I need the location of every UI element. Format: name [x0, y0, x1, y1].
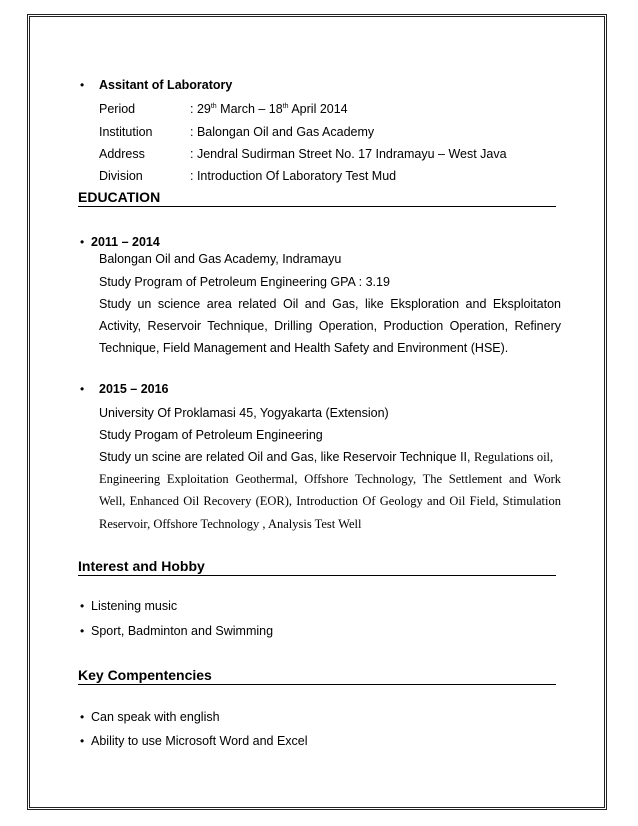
bullet: •: [80, 382, 85, 396]
education-line: Study Progam of Petroleum Engineering: [99, 428, 323, 442]
education-line: Study un scine are related Oil and Gas, like Reservoir Technique II, Regulations oil,: [99, 450, 554, 464]
education-heading: EDUCATION: [78, 190, 556, 207]
competencies-heading: Key Compentencies: [78, 668, 556, 685]
address-value: : Jendral Sudirman Street No. 17 Indramayu – West Java: [190, 147, 507, 161]
bullet: •: [80, 599, 85, 613]
bullet: •: [80, 624, 85, 638]
interest-item: Listening music: [91, 599, 178, 613]
education-years: 2015 – 2016: [99, 382, 169, 396]
education-line: Engineering Exploitation Geothermal, Offshore Technology, The Settlement and Work: [99, 472, 561, 486]
education-line: Technique, Field Management and Health Safety and Environment (HSE).: [99, 341, 509, 355]
education-line: Balongan Oil and Gas Academy, Indramayu: [99, 252, 342, 266]
education-line: Activity, Reservoir Technique, Drilling Operation, Production Operation, Refinery: [99, 319, 561, 333]
education-years: 2011 – 2014: [91, 235, 160, 249]
competency-item: Ability to use Microsoft Word and Excel: [91, 734, 308, 748]
interest-heading: Interest and Hobby: [78, 559, 556, 576]
bullet: •: [80, 710, 85, 724]
bullet: •: [80, 235, 85, 249]
bullet: •: [80, 734, 85, 748]
education-line: Well, Enhanced Oil Recovery (EOR), Introduction Of Geology and Oil Field, Stimulation: [99, 494, 561, 508]
education-line: Reservoir, Offshore Technology , Analysis Test Well: [99, 517, 362, 531]
competency-item: Can speak with english: [91, 710, 220, 724]
experience-title: Assitant of Laboratory: [99, 78, 233, 92]
division-value: : Introduction Of Laboratory Test Mud: [190, 169, 397, 183]
bullet: •: [80, 78, 85, 92]
education-line: Study Program of Petroleum Engineering GPA : 3.19: [99, 275, 390, 289]
institution-value: : Balongan Oil and Gas Academy: [190, 125, 375, 139]
period-value: : 29th March – 18th April 2014: [190, 102, 348, 116]
division-label: Division: [99, 169, 143, 183]
interest-item: Sport, Badminton and Swimming: [91, 624, 274, 638]
address-label: Address: [99, 147, 145, 161]
education-line: Study un science area related Oil and Gas, like Eksploration and Eksploitaton: [99, 297, 561, 311]
period-label: Period: [99, 102, 136, 116]
institution-label: Institution: [99, 125, 153, 139]
education-line: University Of Proklamasi 45, Yogyakarta (Extension): [99, 406, 389, 420]
